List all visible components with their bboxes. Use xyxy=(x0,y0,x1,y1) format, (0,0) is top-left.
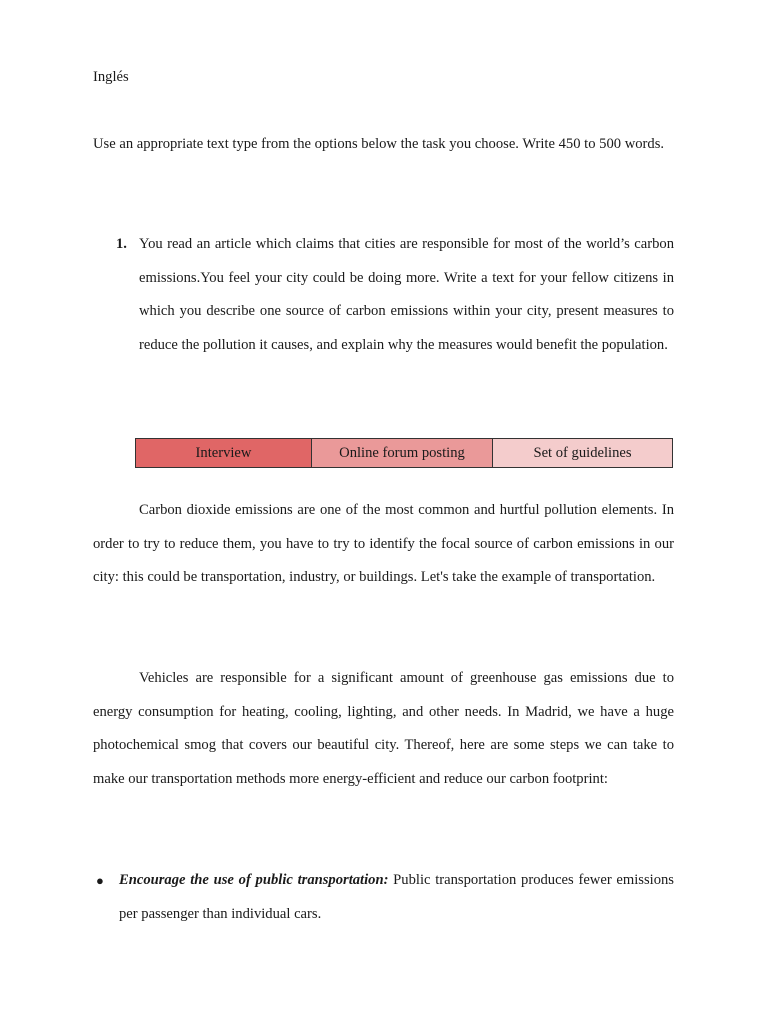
option-online-forum-posting: Online forum posting xyxy=(312,439,493,467)
bullet-title: Encourage the use of public transportation: xyxy=(119,872,389,888)
body-paragraph-1: Carbon dioxide emissions are one of the most common and hurtful pollution elements. In order to try to reduce them, you have to try to identify the focal source of carbon emissions in our city: this could be transportation, industry, or buildings. Let's take the example of transportation. xyxy=(93,502,674,586)
bullet-marker: ● xyxy=(96,873,104,888)
bullet-text xyxy=(119,864,674,931)
instructions-paragraph: Use an appropriate text type from the options below the task you choose. Write 450 to 500 words. xyxy=(93,136,665,152)
body-paragraph-2: Vehicles are responsible for a significant amount of greenhouse gas emissions due to energy consumption for heating, cooling, lighting, and other needs. In Madrid, we have a huge photochemical smog that covers our beautiful city. Thereof, here are some steps we can take to make our transportation methods more energy-efficient and reduce our carbon footprint: xyxy=(93,670,674,787)
option-interview: Interview xyxy=(136,439,312,467)
task-text: You read an article which claims that cities are responsible for most of the world’s carbon emissions.You feel your city could be doing more. Write a text for your fellow citizens in which you describe one source of carbon emissions within your city, present measures to reduce the pollution it causes, and explain why the measures would benefit the population. xyxy=(139,236,674,353)
bullet-body: Public transportation produces fewer emissions per passenger than individual cars. xyxy=(119,872,674,922)
option-set-of-guidelines: Set of guidelines xyxy=(493,439,672,467)
task-number: 1. xyxy=(116,236,127,252)
text-type-options-table xyxy=(135,438,673,468)
document-heading: Inglés xyxy=(93,69,129,85)
